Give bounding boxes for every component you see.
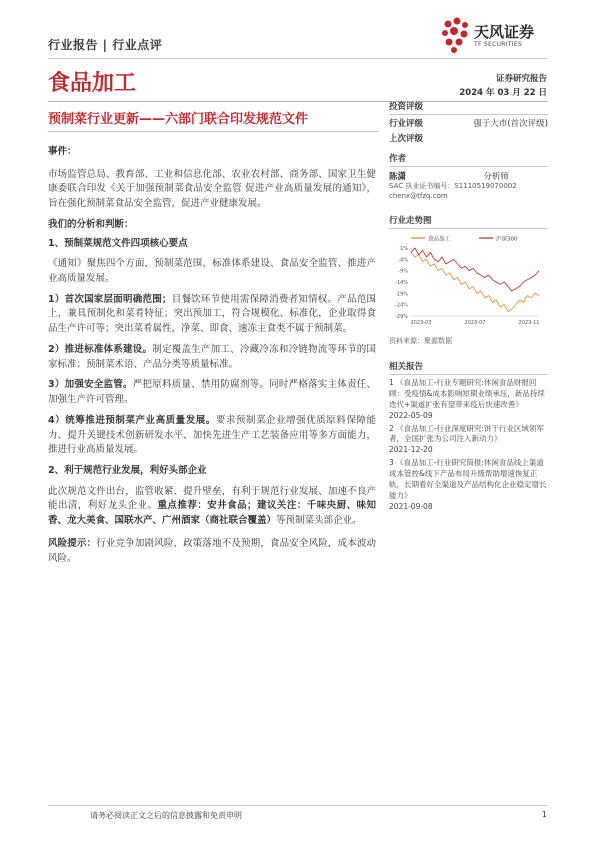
report-date: 2024 年 03 月 22 日 [459, 88, 547, 98]
y-tick-label: 1% [400, 246, 408, 252]
section-1-heading: 1、预制菜规范文件四项核心要点 [48, 237, 188, 249]
sector-title: 食品加工 [48, 71, 137, 96]
logo-subtext: TF SECURITIES [474, 41, 523, 48]
trend-heading: 行业走势图 [389, 216, 432, 226]
prev-rating-row [389, 130, 548, 145]
analyst-row [389, 170, 509, 182]
rating-heading: 投资评级 [389, 102, 424, 112]
point-3-bold: 3）加强安全监管。 [48, 379, 133, 391]
point-1-text: 目餐饮环节使用需保障消费者知情权。产品范围上，兼具预制化和菜肴特征；突出预加工，符合规模化、标准化，企业取得食品生产许可等；突出菜肴属性，净菜、即食、速冻主食类不属于预制菜。 [48, 293, 376, 335]
footer-disclaimer: 请务必阅读正文之后的信息披露和免责申明 [90, 811, 242, 820]
point-2-bold: 2）推进标准体系建设。 [48, 343, 153, 355]
y-tick-label: -24% [395, 302, 408, 309]
risk-paragraph [48, 537, 376, 566]
footer-divider [48, 805, 548, 806]
section-2-tail: 等预制菜头部企业。 [276, 515, 362, 527]
point-3-text: 严把原料质量、禁用防腐剂等。同时严格落实主体责任、加强生产许可管理。 [48, 379, 376, 406]
analyst-role: 分析师 [483, 172, 509, 182]
related-block [389, 360, 548, 513]
related-item-1[interactable] [389, 378, 548, 422]
trend-divider [389, 228, 548, 229]
report-title: 预制菜行业更新——六部门联合印发规范文件 [48, 112, 309, 127]
logo-icon [438, 16, 474, 54]
x-tick-label: 2023-11 [518, 320, 540, 326]
report-category: 行业报告 | 行业点评 [48, 38, 163, 52]
y-tick-label: -14% [395, 280, 408, 286]
point-4-bold: 4）统筹推进预制菜产业高质量发展。 [48, 414, 216, 426]
risk-text: 行业竞争加剧风险，政策落地不及预期，食品安全风险，成本波动风险。 [48, 537, 376, 564]
analyst-name: 陈潇 [389, 172, 407, 182]
y-tick-label: -4% [398, 257, 408, 264]
y-tick-label: -29% [395, 314, 408, 320]
related-item-date: 2021-09-08 [389, 501, 433, 511]
recommendation: 重点推荐：安井食品；建议关注：千味央厨、味知香、龙大美食、国联水产、广州酒家（商社联合覆盖） [48, 500, 376, 527]
point-2 [48, 343, 376, 372]
main-content [48, 145, 376, 572]
rating-value: 强于大市(首次评级) [473, 118, 548, 129]
risk-label: 风险提示： [48, 537, 97, 549]
rating-label: 行业评级 [389, 118, 424, 129]
section-1-paragraph: 《通知》聚焦四个方面，预制菜范围、标准体系建设、食品安全监管、推进产业高质量发展。 [48, 258, 376, 285]
author-divider [389, 166, 548, 167]
y-tick-label: -9% [398, 268, 408, 275]
related-item-3[interactable] [389, 458, 548, 512]
author-block [389, 152, 548, 202]
legend-label: 食品加工 [428, 236, 451, 243]
point-1-bold: 1）首次国家层面明确范围； [48, 293, 172, 305]
x-tick-label: 2023-07 [464, 320, 486, 326]
rating-block [389, 100, 548, 145]
logo-text: 天风证券 [474, 23, 535, 41]
related-item-text: 1 《食品加工-行业专题研究:休闲食品财报回顾：受疫情&成本影响短期业绩承压，新品持续迭代+渠道扩张有望带来疫后快速改善》 [389, 378, 545, 409]
legend-label: 沪深300 [496, 236, 518, 243]
point-2-text: 制定覆盖生产加工、冷藏冷冻和冷链物流等环节的国家标准；预制菜术语、产品分类等质量标准。 [48, 343, 376, 370]
chart-source: 资料来源：聚源数据 [389, 337, 452, 345]
related-heading: 相关报告 [389, 362, 424, 372]
related-item-2[interactable] [389, 424, 548, 457]
point-4 [48, 414, 376, 458]
analysis-heading: 我们的分析和判断： [48, 218, 134, 230]
point-3 [48, 378, 376, 407]
event-paragraph: 市场监管总局、教育部、工业和信息化部、农业农村部、商务部、国家卫生健康委联合印发《关于加强预制菜食品安全监管 促进产业高质量发展的通知》，旨在强化预制菜食品安全监管，促进产业健康发展。 [48, 168, 376, 210]
sac-number: SAC 执业证书编号：S1110519070002 [389, 182, 517, 190]
x-tick-label: 2023-03 [410, 320, 432, 326]
page-number: 1 [541, 810, 547, 819]
related-item-date: 2022-05-09 [389, 410, 433, 420]
event-heading: 事件： [48, 146, 77, 157]
series-line [411, 248, 539, 291]
header-divider [48, 58, 548, 59]
related-item-date: 2021-12-20 [389, 445, 433, 455]
related-item-text: 3 《食品加工-行业研究简报:休闲食品线上渠道成本管控&线下产品布局升级帮助增速恢复正轨，长期看好全渠道及产品结构化企业稳定增长能力》 [389, 458, 547, 500]
section-2-heading: 2、利于规范行业发展，利好头部企业 [48, 464, 207, 476]
trend-chart [389, 232, 548, 332]
related-item-text: 2 《食品加工-行业深度研究:饼干行业区域领军者，全国扩张为公司注入新动力》 [389, 423, 544, 444]
point-1 [48, 293, 376, 337]
author-heading: 作者 [389, 154, 407, 164]
related-divider [389, 374, 548, 375]
section-2-text: 此次规范文件出台，监管收紧、提升壁垒，有利于规范行业发展、加速不良产能出清，利好龙头企业。 [48, 485, 376, 512]
section-2-paragraph [48, 485, 376, 529]
rating-row [389, 115, 548, 130]
trend-block [389, 214, 548, 229]
prev-rating-label: 上次评级 [389, 133, 424, 144]
analyst-email[interactable]: chenx@tfzq.com [389, 191, 448, 200]
title-underline [48, 131, 378, 132]
series-line [411, 253, 539, 312]
report-type: 证券研究报告 [495, 74, 547, 84]
y-tick-label: -19% [395, 291, 408, 298]
point-4-text: 要求预制菜企业增强优质原料保障能力、提升关键技术创新研发水平、加快先进生产工艺装备应用等多方面能力，推进行业高质量发展。 [48, 414, 376, 456]
